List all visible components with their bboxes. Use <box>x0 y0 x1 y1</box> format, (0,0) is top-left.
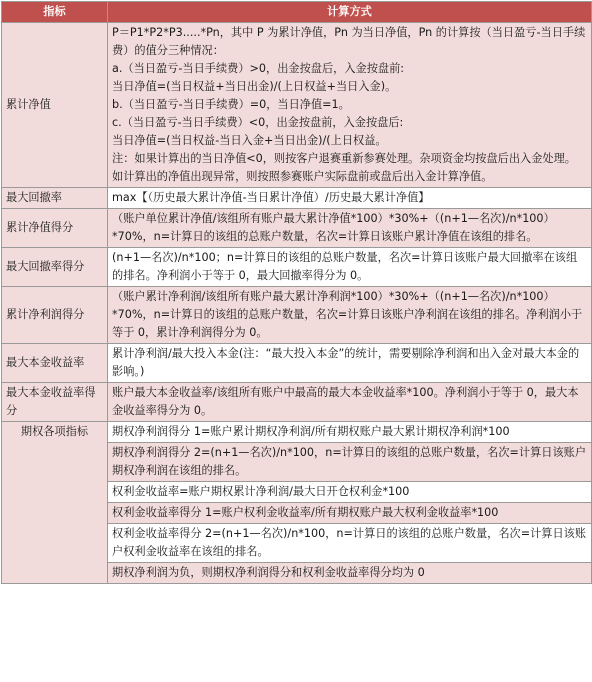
calculation-cell: 累计净利润/最大投入本金(注：“最大投入本金”的统计，需要剔除净利润和出入金对最大本金的影响。) <box>108 344 592 383</box>
indicator-cell: 最大回撤率得分 <box>2 248 108 287</box>
header-indicator: 指标 <box>2 2 108 23</box>
indicator-cell: 累计净值得分 <box>2 209 108 248</box>
indicator-cell: 累计净利润得分 <box>2 287 108 344</box>
table-row <box>2 383 592 422</box>
calculation-cell: （账户累计净利润/该组所有账户最大累计净利润*100）*30%+（(n+1—名次)/n*100）*70%，n=计算日的该组的总账户数量，名次=计算日该账户净利润在该组的排名。净利润小于等于 0，累计净利润得分为 0。 <box>108 287 592 344</box>
indicator-table <box>1 1 592 584</box>
indicator-cell: 最大本金收益率 <box>2 344 108 383</box>
calc-line: 当日净值=(当日权益+当日出金)/(上日权益+当日入金)。 <box>112 80 397 93</box>
table-row <box>2 209 592 248</box>
indicator-cell: 累计净值 <box>2 23 108 188</box>
calc-line: a.（当日盈亏-当日手续费）>0，出金按盘后，入金按盘前: <box>112 62 405 75</box>
calc-line: 当日净值=(当日权益-当日入金+当日出金)/(上日权益。 <box>112 134 387 147</box>
calculation-cell: 期权净利润得分 1=账户累计期权净利润/所有期权账户最大累计期权净利润*100 <box>108 422 592 443</box>
calculation-cell: 权利金收益率得分 2=(n+1—名次)/n*100，n=计算日的该组的总账户数量，名次=计算日该账户权利金收益率在该组的排名。 <box>108 524 592 563</box>
table-row <box>2 422 592 443</box>
calc-line: 注：如果计算出的当日净值<0，则按客户退赛重新参赛处理。杂项资金均按盘后出入金处理。如计算出的净值出现异常，则按照参赛账户实际盘前或盘后出入金计算净值。 <box>112 152 576 183</box>
header-calculation: 计算方式 <box>108 2 592 23</box>
calculation-cell <box>108 23 592 188</box>
table-row <box>2 344 592 383</box>
calculation-cell: 权利金收益率得分 1=账户权利金收益率/所有期权账户最大权利金收益率*100 <box>108 503 592 524</box>
table-row <box>2 287 592 344</box>
calculation-cell: 权利金收益率=账户期权累计净利润/最大日开仓权利金*100 <box>108 482 592 503</box>
table-row <box>2 188 592 209</box>
table-row <box>2 248 592 287</box>
table-header-row <box>2 2 592 23</box>
indicator-cell: 最大回撤率 <box>2 188 108 209</box>
calc-line: P＝P1*P2*P3.....*Pn，其中 P 为累计净值，Pn 为当日净值，Pn 的计算按（当日盈亏-当日手续费）的值分三种情况： <box>112 26 586 57</box>
calculation-cell: 期权净利润得分 2=(n+1—名次)/n*100，n=计算日的该组的总账户数量，名次=计算日该账户期权净利润在该组的排名。 <box>108 443 592 482</box>
calc-line: b.（当日盈亏-当日手续费）=0，当日净值=1。 <box>112 98 350 111</box>
calculation-cell: 账户最大本金收益率/该组所有账户中最高的最大本金收益率*100。净利润小于等于 0，最大本金收益率得分为 0。 <box>108 383 592 422</box>
calculation-cell: max【（历史最大累计净值-当日累计净值）/历史最大累计净值】 <box>108 188 592 209</box>
calculation-cell: （账户单位累计净值/该组所有账户最大累计净值*100）*30%+（(n+1—名次)/n*100）*70%，n=计算日的该组的总账户数量，名次=计算日该账户累计净值在该组的排名。 <box>108 209 592 248</box>
indicator-cell-options: 期权各项指标 <box>2 422 108 584</box>
calc-line: c.（当日盈亏-当日手续费）<0，出金按盘前，入金按盘后: <box>112 116 404 129</box>
calculation-cell: 期权净利润为负，则期权净利润得分和权利金收益率得分均为 0 <box>108 563 592 584</box>
indicator-cell: 最大本金收益率得分 <box>2 383 108 422</box>
table-row <box>2 23 592 188</box>
calculation-cell: (n+1—名次)/n*100；n=计算日的该组的总账户数量，名次=计算日该账户最大回撤率在该组的排名。净利润小于等于 0，最大回撤率得分为 0。 <box>108 248 592 287</box>
